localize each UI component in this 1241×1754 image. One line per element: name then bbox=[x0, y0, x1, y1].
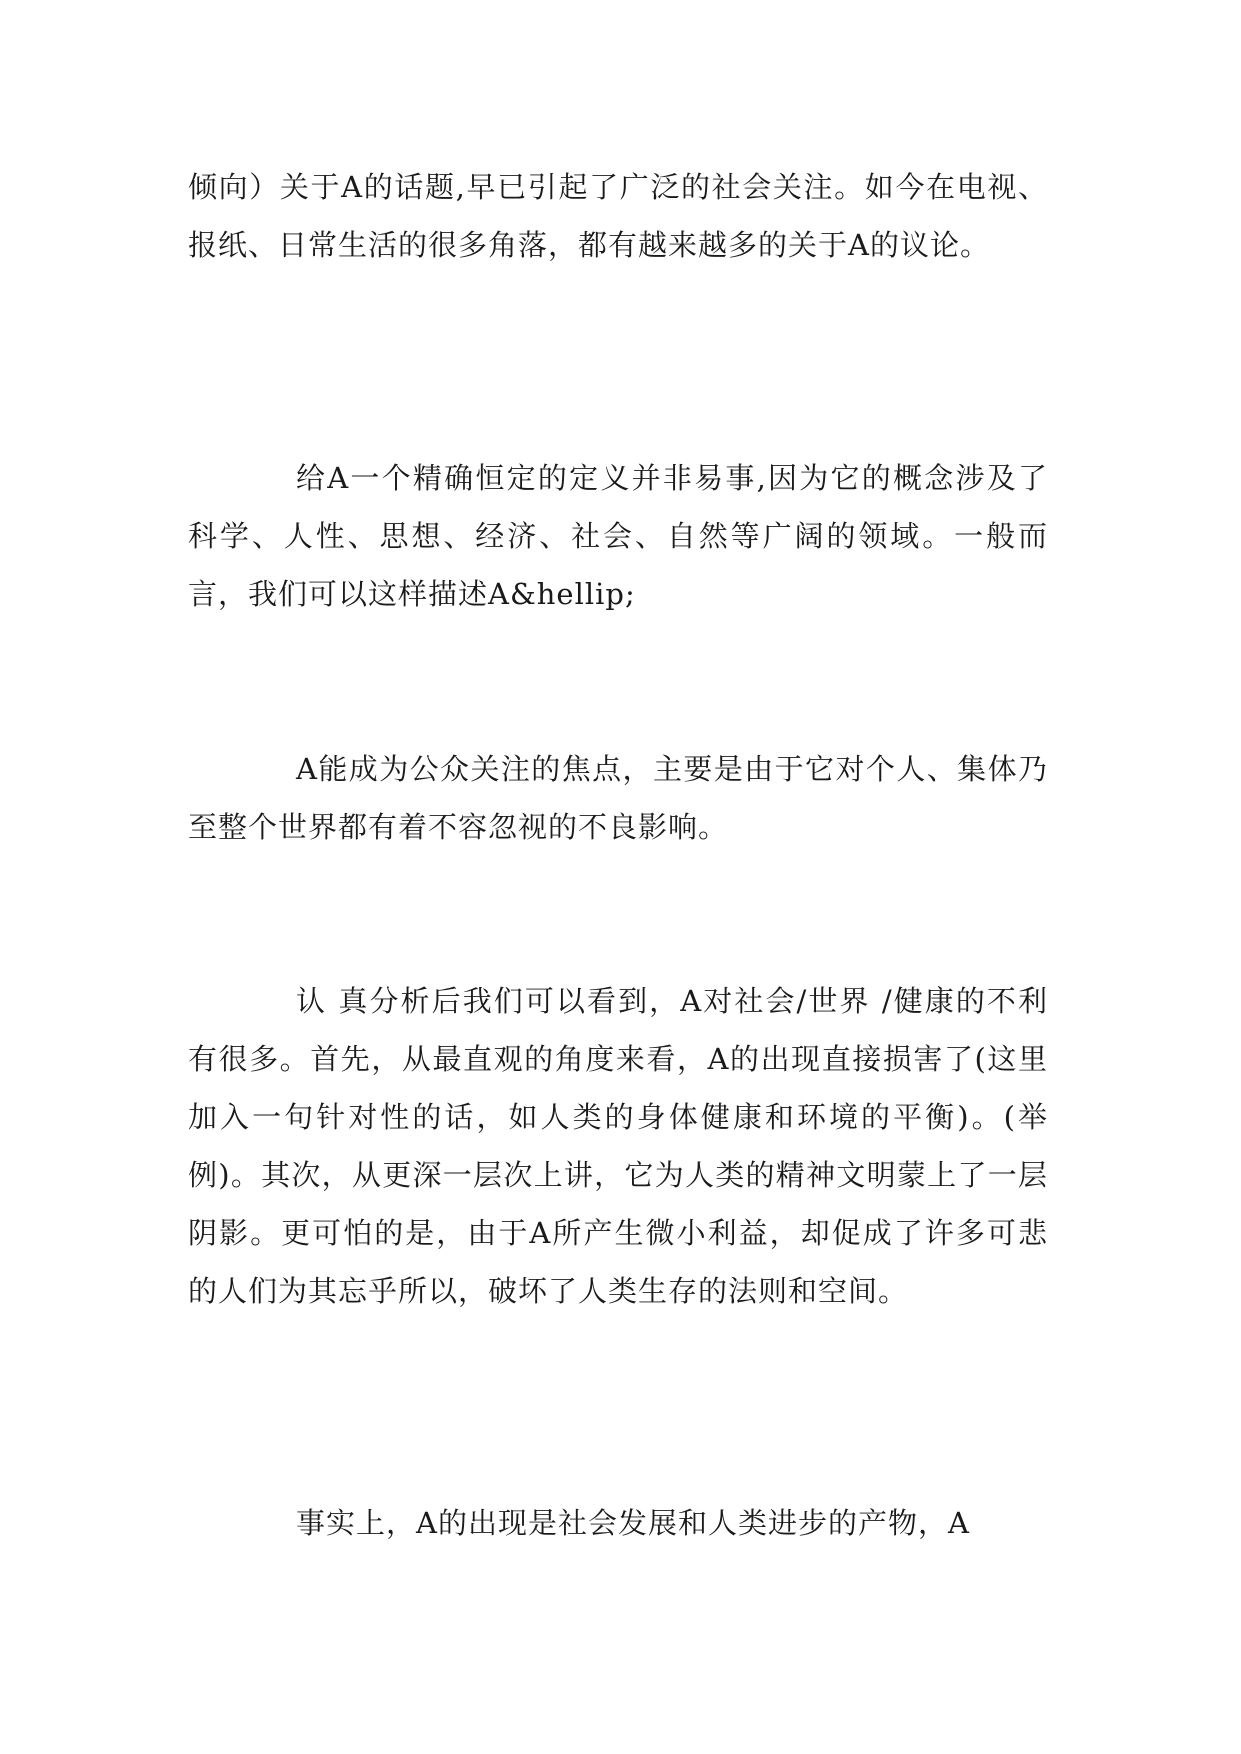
paragraph-origin: 事实上，A的出现是社会发展和人类进步的产物，A bbox=[296, 1506, 970, 1540]
paragraph-public-focus: A能成为公众关注的焦点，主要是由于它对个人、集体乃至整个世界都有着不容忽视的不良影响。 bbox=[188, 752, 1048, 844]
paragraph-continuation: 倾向）关于A的话题,早已引起了广泛的社会关注。如今在电视、报纸、日常生活的很多角落，都有越来越多的关于A的议论。 bbox=[188, 170, 1048, 262]
paragraph-harm-analysis: 认 真分析后我们可以看到，A对社会/世界 /健康的不利有很多。首先，从最直观的角度来看，A的出现直接损害了(这里加入一句针对性的话，如人类的身体健康和环境的平衡)。(举例)。其次，从更深一层次上讲，它为人类的精神文明蒙上了一层阴影。更可怕的是，由于A所产生微小利益，却促成了许多可悲的人们为其忘乎所以，破坏了人类生存的法则和空间。 bbox=[188, 984, 1048, 1308]
paragraph-definition: 给A一个精确恒定的定义并非易事,因为它的概念涉及了科学、人性、思想、经济、社会、自然等广阔的领域。一般而言，我们可以这样描述A&hellip; bbox=[188, 461, 1048, 611]
